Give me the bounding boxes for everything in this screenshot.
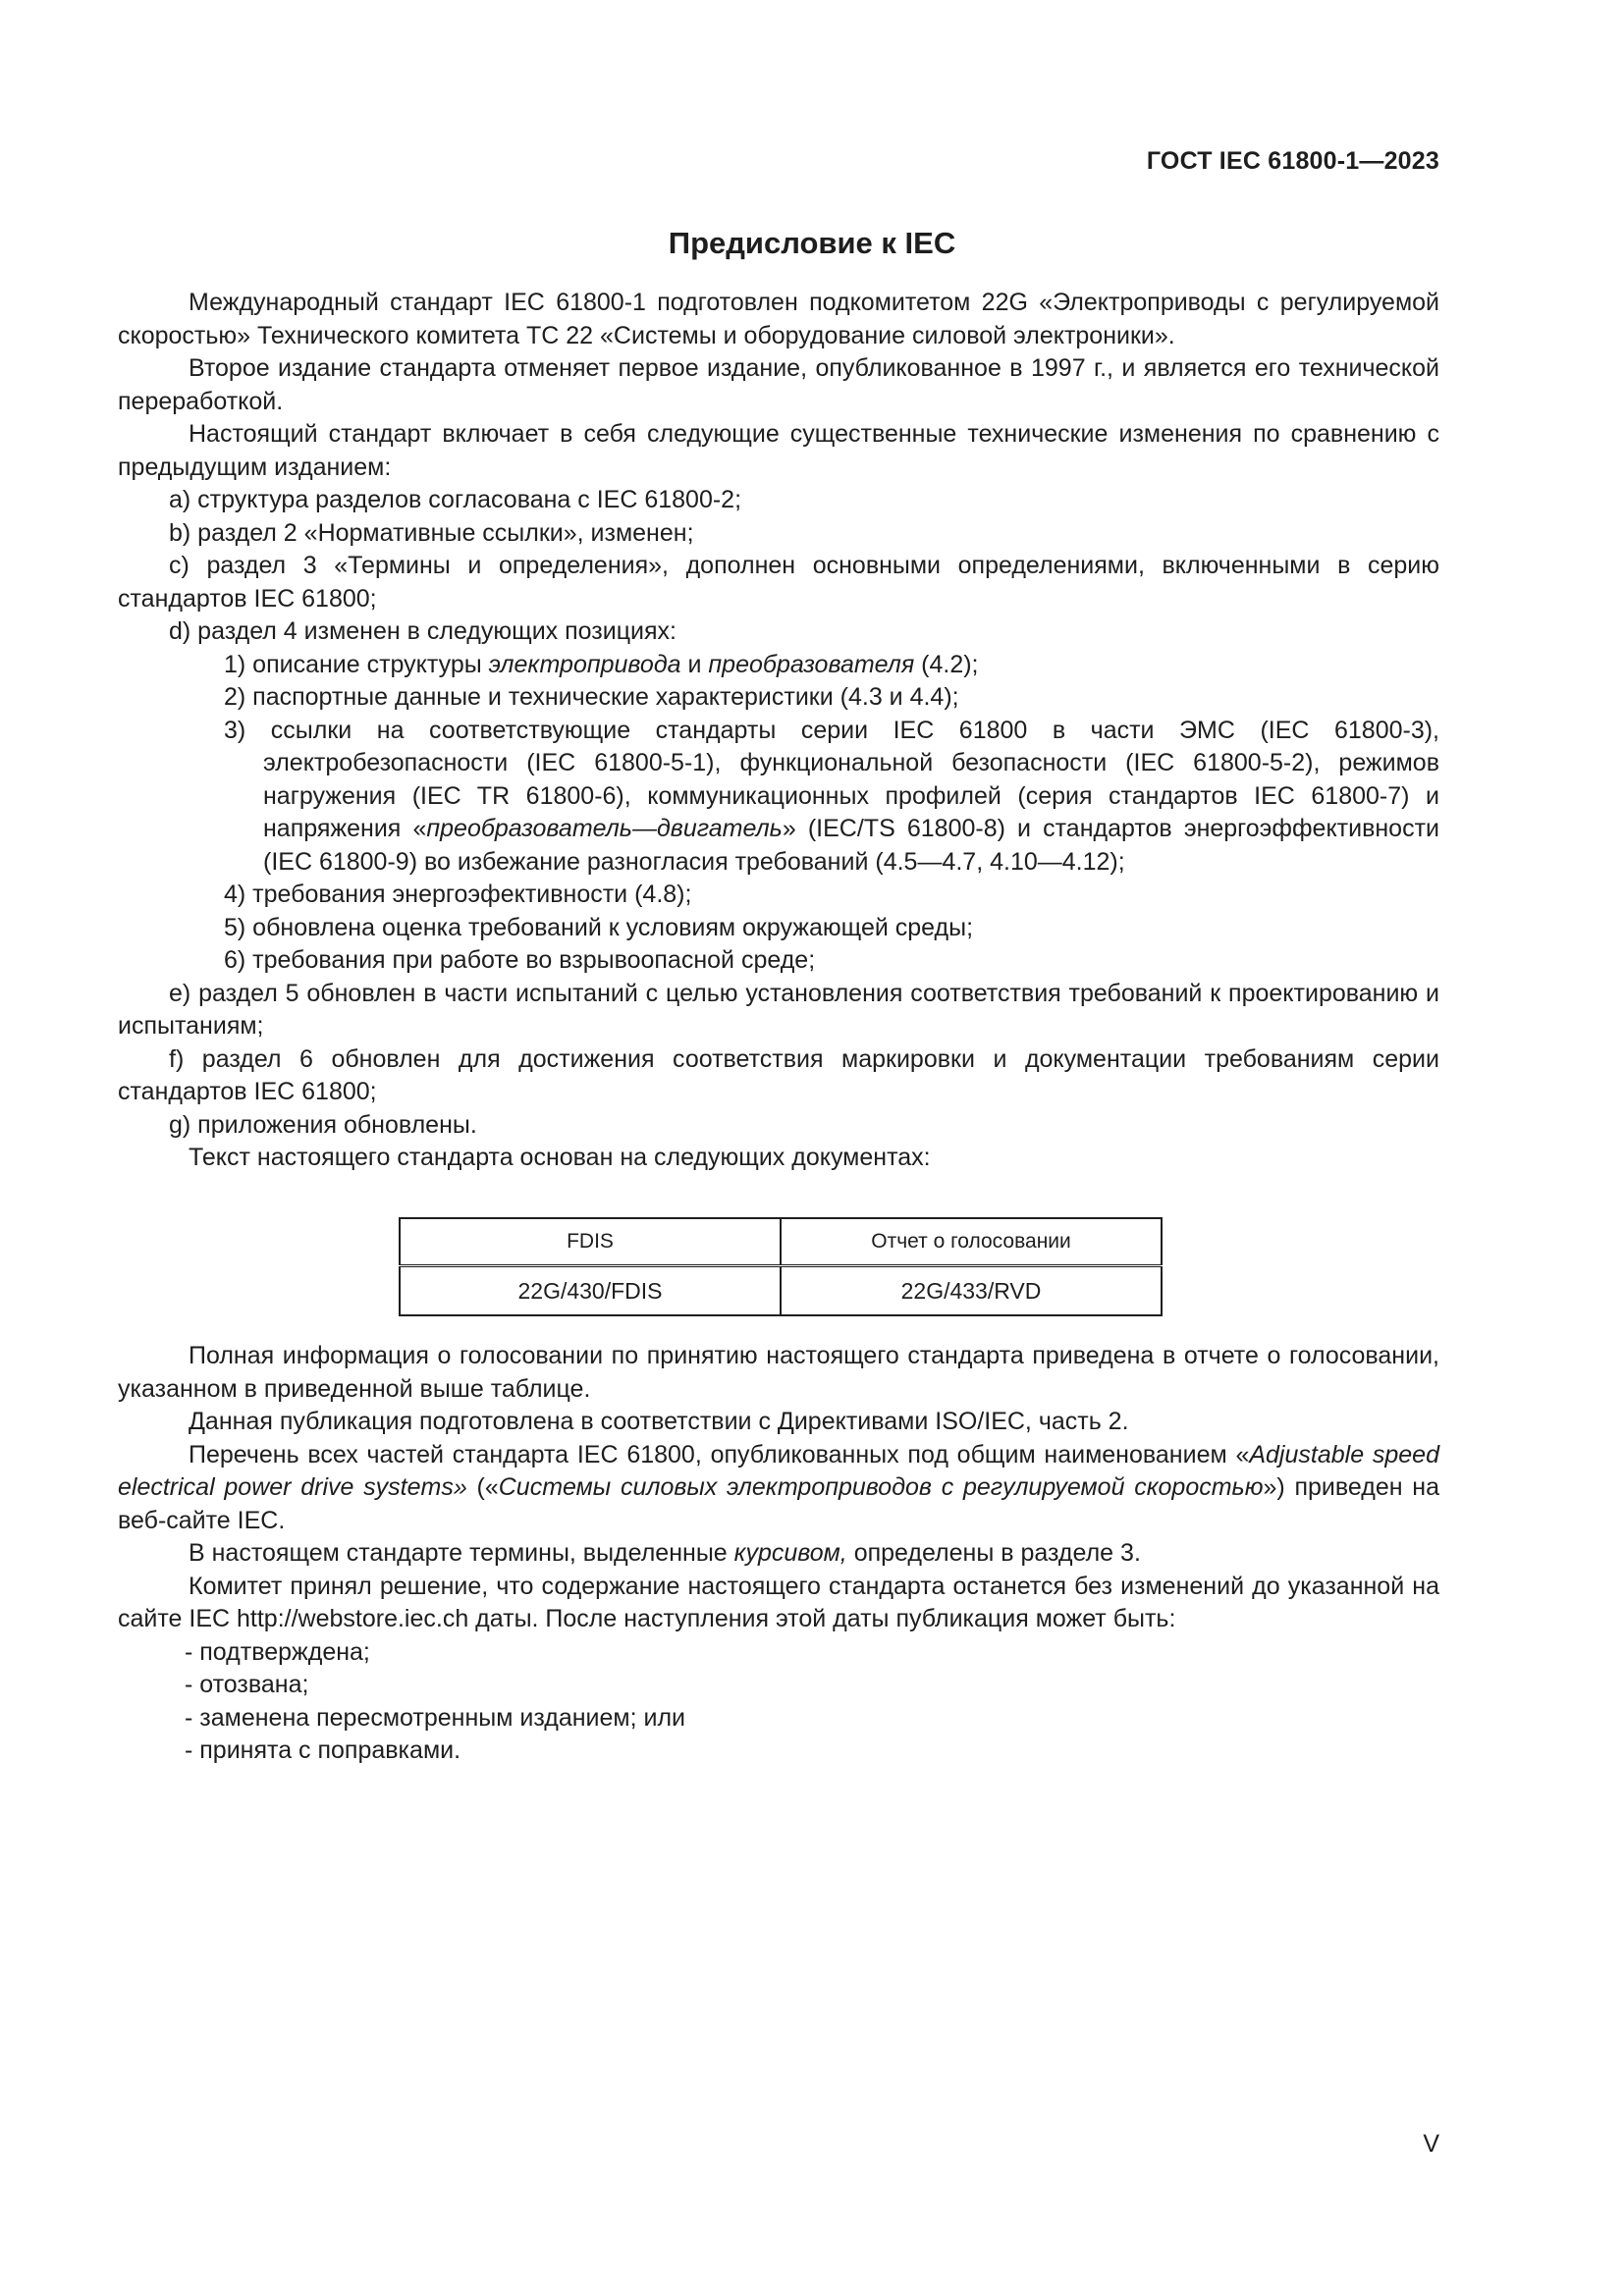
list-item-f: f) раздел 6 обновлен для достижения соответствия маркировки и документации требованиям серии стандартов IEC 61800; (118, 1044, 1439, 1105)
option-confirmed: - подтверждена; (185, 1637, 370, 1666)
table-header-row (400, 1218, 1162, 1266)
body-text-top (118, 287, 1439, 1175)
list-item-d3-italic: преобразователь—двигатель (426, 815, 783, 842)
list-item-d5: 5) обновлена оценка требований к условиям окружающей среды; (224, 913, 974, 941)
table-row (400, 1266, 1162, 1316)
list-item-d1-text-2: и (680, 650, 709, 678)
table-header-fdis: FDIS (400, 1218, 781, 1266)
list-item-b: b) раздел 2 «Нормативные ссылки», изменен; (169, 518, 694, 547)
paragraph-7-text-1: Перечень всех частей стандарта IEC 61800, опубликованных под общим наименованием « (189, 1440, 1250, 1468)
list-item-e: e) раздел 5 обновлен в части испытаний с целью установления соответствия требований к проектированию и испытаниям; (118, 979, 1439, 1040)
list-item-d1-text-1: 1) описание структуры (224, 650, 489, 678)
paragraph-3: Настоящий стандарт включает в себя следующие существенные технические изменения по сравнению с предыдущим изданием: (118, 420, 1439, 481)
option-replaced: - заменена пересмотренным изданием; или (185, 1703, 685, 1732)
paragraph-7-text-3: ») приведен на веб-сайте IEC. (118, 1473, 1440, 1534)
list-item-d2: 2) паспортные данные и технические характеристики (4.3 и 4.4); (224, 683, 959, 711)
table-header-voting-report: Отчет о голосовании (781, 1218, 1162, 1266)
body-text-bottom (118, 1340, 1439, 1768)
list-item-d: d) раздел 4 изменен в следующих позициях: (169, 617, 677, 645)
paragraph-8 (118, 1537, 1439, 1571)
option-withdrawn: - отозвана; (185, 1671, 309, 1698)
paragraph-2: Второе издание стандарта отменяет первое издание, опубликованное в 1997 г., и является его технической переработкой. (118, 354, 1439, 415)
list-item-d3-text-1: 3) ссылки на соответствующие стандарты серии IEC 61800 в части ЭМС (IEC 61800-3), электробезопасности (IEC 61800-5-1), функциональной безопасности (IEC 61800-5-2), режимов нагружения (IEC TR 61800-6), коммуникационных профилей (серия стандартов IEC 61800-7) и напряжения « (224, 716, 1439, 842)
list-item-d1 (118, 649, 1439, 682)
paragraph-8-italic: курсивом, (733, 1539, 847, 1567)
list-item-c: c) раздел 3 «Термины и определения», дополнен основными определениями, включенными в серию стандартов IEC 61800; (118, 552, 1439, 613)
table-cell-rvd: 22G/433/RVD (781, 1266, 1162, 1316)
paragraph-7-text-2: (« (466, 1473, 499, 1501)
list-item-d3 (118, 715, 1439, 880)
paragraph-6: Данная публикация подготовлена в соответствии с Директивами ISO/IEC, часть 2. (189, 1408, 1129, 1435)
paragraph-8-text-2: определены в разделе 3. (846, 1539, 1141, 1567)
page-number: V (1423, 2130, 1439, 2158)
list-item-d4: 4) требования энергоэфективности (4.8); (224, 881, 692, 908)
paragraph-7 (118, 1439, 1439, 1538)
document-code: ГОСТ IEC 61800-1—2023 (1146, 147, 1439, 175)
list-item-g: g) приложения обновлены. (169, 1110, 477, 1139)
paragraph-9: Комитет принял решение, что содержание настоящего стандарта останется без изменений до указанной на сайте IEC http://webstore.iec.ch даты. После наступления этой даты публикация может быть: (118, 1572, 1439, 1632)
paragraph-7-italic-2: Системы силовых электроприводов с регулируемой скоростью (498, 1473, 1264, 1501)
paragraph-5: Полная информация о голосовании по принятию настоящего стандарта приведена в отчете о голосовании, указанном в приведенной выше таблице. (118, 1342, 1439, 1403)
list-item-a: a) структура разделов согласована с IEC 61800-2; (169, 486, 742, 513)
list-item-d3-text-2: » (IEC/TS 61800-8) и стандартов энергоэффективности (IEC 61800-9) во избежание разногласия требований (4.5—4.7, 4.10—4.12); (263, 815, 1439, 876)
list-item-d1-italic-2: преобразователя (708, 650, 915, 678)
option-amended: - принята с поправками. (185, 1736, 461, 1764)
paragraph-4: Текст настоящего стандарта основан на следующих документах: (189, 1144, 931, 1171)
paragraph-1: Международный стандарт IEC 61800-1 подготовлен подкомитетом 22G «Электроприводы с регулируемой скоростью» Технического комитета ТС 22 «Системы и оборудование силовой электроники». (118, 289, 1439, 349)
voting-documents-table (399, 1217, 1163, 1316)
table-cell-fdis: 22G/430/FDIS (400, 1266, 781, 1316)
list-item-d1-text-3: (4.2); (914, 650, 979, 678)
list-item-d1-italic-1: электропривода (488, 650, 681, 678)
list-item-d6: 6) требования при работе во взрывоопасной среде; (224, 946, 816, 974)
paragraph-7-italic-1: Adjustable speed electrical power drive systems» (118, 1440, 1439, 1501)
paragraph-8-text-1: В настоящем стандарте термины, выделенные (189, 1539, 734, 1567)
page-title: Предисловие к IEC (668, 226, 956, 260)
